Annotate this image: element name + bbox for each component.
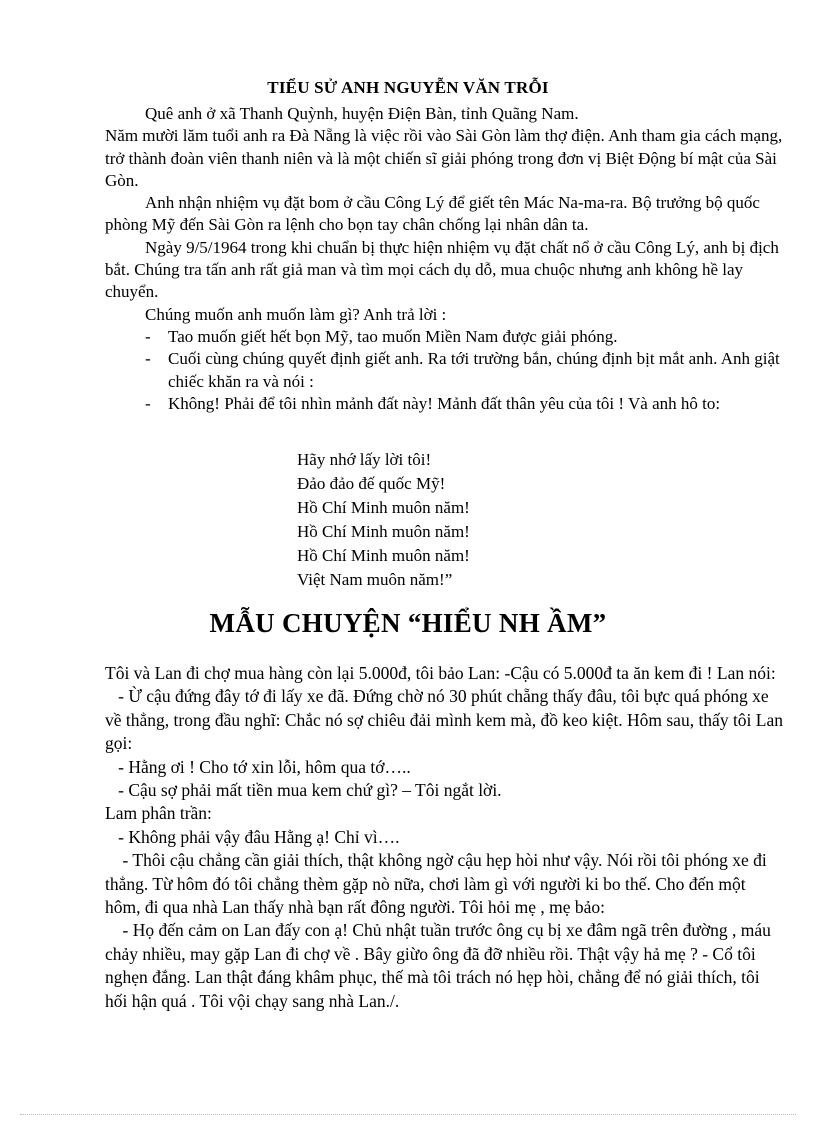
dash-bullet: -	[145, 326, 151, 346]
bio-dash-list	[105, 326, 785, 415]
story-paragraph: - Ừ cậu đứng đây tớ đi lấy xe đã. Đứng chờ nó 30 phút chẵng thấy đâu, tôi bực quá phóng xe về thẳng, trong đầu nghĩ: Chắc nó sợ chiêu đải mình kem mà, đồ keo kiệt. Hôm sau, thấy tôi Lan gọi:	[105, 686, 788, 754]
poem-line: Việt Nam muôn năm!”	[297, 570, 453, 589]
list-item: - Không! Phải để tôi nhìn mảnh đất này! Mảnh đất thân yêu của tôi ! Và anh hô to:	[105, 393, 785, 415]
bio-paragraph-early-life: Năm mười lăm tuổi anh ra Đà Nẵng là việc rồi vào Sài Gòn làm thợ điện. Anh tham gia cách mạng, trở thành đoàn viên thanh niên và là một chiến sĩ giải phóng trong đơn vị Biệt Động bí mật của Sài Gòn.	[105, 126, 783, 190]
list-item: - Tao muốn giết hết bọn Mỹ, tao muốn Miền Nam được giải phóng.	[105, 326, 785, 348]
poem-line: Hồ Chí Minh muôn năm!	[297, 522, 470, 541]
bio-paragraph-mission: Anh nhận nhiệm vụ đặt bom ở cầu Công Lý để giết tên Mác Na-ma-ra. Bộ trưởng bộ quốc phòng Mỹ đến Sài Gòn ra lệnh cho bọn tay chân chống lại nhân dân ta.	[105, 193, 760, 235]
poem-line: Hồ Chí Minh muôn năm!	[297, 546, 470, 565]
dash-bullet: -	[145, 349, 151, 369]
story-paragraph: Tôi và Lan đi chợ mua hàng còn lại 5.000đ, tôi bảo Lan: -Cậu có 5.000đ ta ăn kem đi ! Lan nói:	[105, 663, 776, 683]
story-paragraph: - Hằng ơi ! Cho tớ xin lỗi, hôm qua tớ…..	[105, 756, 411, 777]
dash-bullet: -	[145, 393, 151, 413]
poem-block	[297, 448, 470, 592]
list-item: - Cuối cùng chúng quyết định giết anh. Ra tới trường bắn, chúng định bịt mắt anh. Anh giật chiếc khăn ra và nói :	[145, 349, 780, 391]
poem-line: Hãy nhớ lấy lời tôi!	[297, 450, 432, 469]
story-paragraph: Lam phân trần:	[105, 803, 212, 824]
story-paragraph: - Họ đến cảm on Lan đấy con ạ! Chủ nhật tuần trước ông cụ bị xe đâm ngã trên đường , máu chảy nhiều, may gặp Lan đi chợ về . Bây giừo ông đã đỡ nhiều rồi. Thật vậy hả mẹ ? - Cổ tôi nghẹn đắng. Lan thật đáng khâm phục, thế mà tôi trách nó hẹp hòi, chẳng để nó giải thích, tôi hối hận quá . Tôi vội chạy sang nhà Lan./.	[105, 920, 776, 1011]
bio-paragraph-hometown: Quê anh ở xã Thanh Quỳnh, huyện Điện Bàn, tỉnh Quãng Nam.	[145, 104, 579, 123]
page-bottom-divider	[20, 1114, 796, 1115]
biography-title: TIỂU SỬ ANH NGUYỄN VĂN TRỖI	[267, 78, 549, 97]
story-paragraph: - Không phải vậy đâu Hằng ạ! Chỉ vì….	[105, 826, 400, 847]
story-body	[105, 662, 788, 1013]
bio-paragraph-arrest: Ngày 9/5/1964 trong khi chuẩn bị thực hiện nhiệm vụ đặt chất nổ ở cầu Công Lý, anh bị địch bắt. Chúng tra tấn anh rất giả man và tìm mọi cách dụ dỗ, mua chuộc nhưng anh không hề lay chuyển.	[105, 237, 779, 302]
bio-paragraph-question: Chúng muốn anh muốn làm gì? Anh trả lời :	[145, 304, 447, 324]
poem-line: Đảo đảo đế quốc Mỹ!	[297, 474, 446, 493]
poem-line: Hồ Chí Minh muôn năm!	[297, 498, 470, 517]
biography-body	[105, 103, 785, 415]
story-paragraph: - Thôi cậu chẳng cần giải thích, thật không ngờ cậu hẹp hòi như vậy. Nói rồi tôi phóng xe đi thẳng. Từ hôm đó tôi chẳng thèm gặp nò nữa, chơi làm gì với người ki bo thế. Cho đến một hôm, đi qua nhà Lan thấy nhà bạn rất đông người. Tôi hỏi mẹ , mẹ bảo:	[105, 850, 772, 918]
story-title: MẪU CHUYỆN “HIỂU NH ẦM”	[209, 608, 607, 638]
story-paragraph: - Cậu sợ phải mất tiền mua kem chứ gì? – Tôi ngắt lời.	[105, 780, 502, 801]
